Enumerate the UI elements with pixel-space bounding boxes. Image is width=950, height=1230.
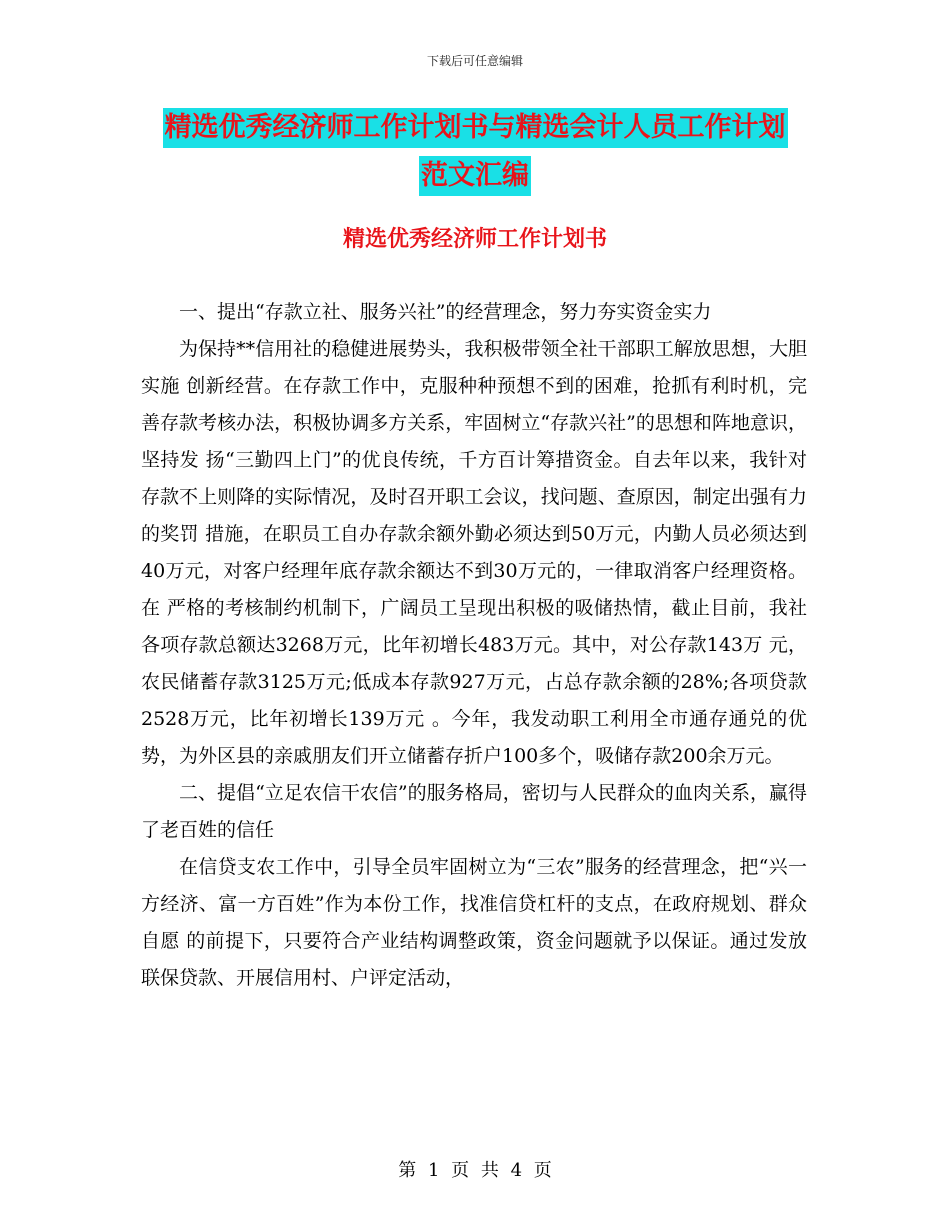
title-line-2: 范文汇编 [419,156,531,196]
paragraph: 一、提出“存款立社、服务兴社”的经营理念，努力夯实资金实力 [179,301,712,323]
title-line-1: 精选优秀经济师工作计划书与精选会计人员工作计划 [163,108,788,148]
page-footer: 第 1 页 共 4 页 [398,1160,552,1181]
paragraph: 为保持**信用社的稳健进展势头，我积极带领全社干部职工解放思想，大胆实施 创新经营。在存款工作中，克服种种预想不到的困难，抢抓有利时机，完善存款考核办法，积极协调多方关系，牢固树立“存款兴社”的思想和阵地意识，坚持发 扬“三勤四上门”的优良传统，千方百计筹措资金。自去年以来，我针对存款不上则降的实际情况，及时召开职工会议，找问题、查原因，制定出强有力的奖罚 措施，在职员工自办存款余额外勤必须达到50万元，内勤人员必须达到40万元，对客户经理年底存款余额达不到30万元的，一律取消客户经理资格。在 严格的考核制约机制下，广阔员工呈现出积极的吸储热情，截止目前，我社各项存款总额达3268万元，比年初增长483万元。其中，对公存款143万 元，农民储蓄存款3125万元;低成本存款927万元，占总存款余额的28%;各项贷款2528万元，比年初增长139万元 。今年，我发动职工利用全市通存通兑的优势，为外区县的亲戚朋友们开立储蓄存折户100多个，吸储存款200余万元。 [141,338,807,767]
section-title: 精选优秀经济师工作计划书 [342,226,607,252]
paragraph: 二、提倡“立足农信干农信”的服务格局，密切与人民群众的血肉关系，赢得了老百姓的信任 [141,782,807,841]
document-title [120,108,830,204]
header-note: 下载后可任意编辑 [426,54,523,68]
paragraph: 在信贷支农工作中，引导全员牢固树立为“三农”服务的经营理念，把“兴一方经济、富一方百姓”作为本份工作，找准信贷杠杆的支点，在政府规划、群众自愿 的前提下，只要符合产业结构调整政策，资金问题就予以保证。通过发放联保贷款、开展信用村、户评定活动， [141,856,807,989]
body-text [141,294,807,997]
